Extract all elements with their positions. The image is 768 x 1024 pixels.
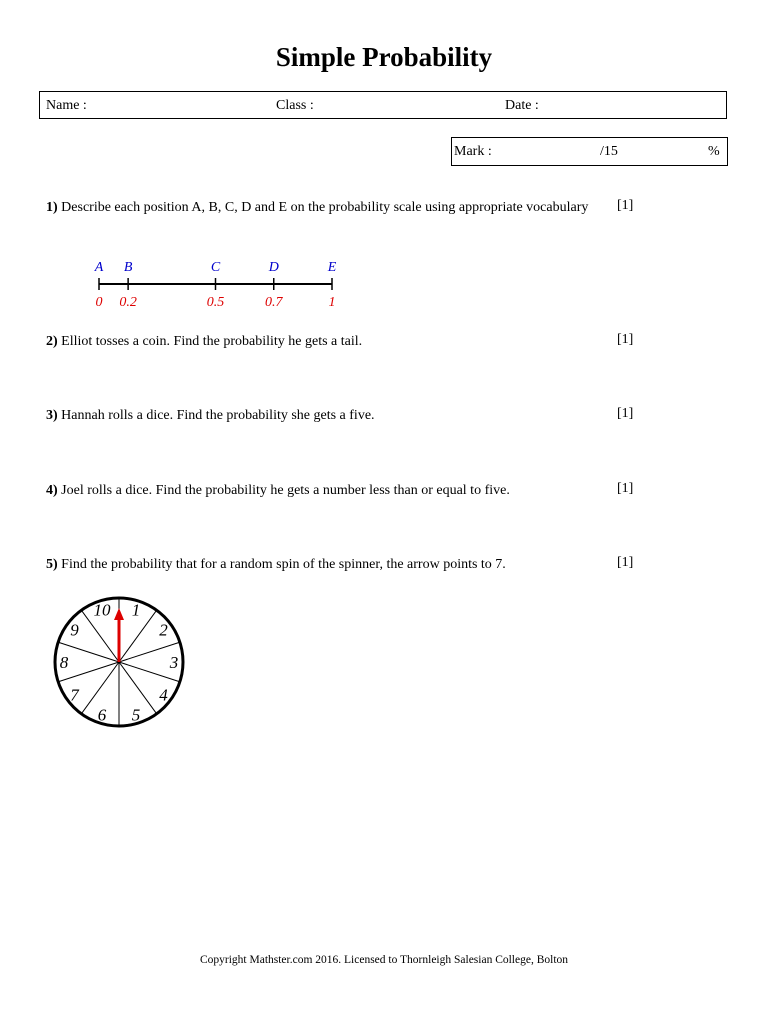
question-4-marks: [1] bbox=[617, 481, 634, 496]
spinner-label-4: 4 bbox=[159, 685, 168, 705]
spinner bbox=[47, 594, 193, 730]
page-title: Simple Probability bbox=[275, 42, 493, 72]
question-2-marks: [1] bbox=[617, 332, 634, 347]
question-text: Elliot tosses a coin. Find the probability he gets a tail. bbox=[61, 334, 363, 349]
spinner-label-10: 10 bbox=[93, 600, 111, 620]
spinner-label-9: 9 bbox=[70, 620, 79, 640]
scale-letter-b: B bbox=[123, 260, 133, 275]
copyright-footer: Copyright Mathster.com 2016. Licensed to Thornleigh Salesian College, Bolton bbox=[199, 954, 569, 966]
mark-total: /15 bbox=[600, 144, 618, 159]
question-number: 5) bbox=[46, 557, 58, 572]
question-5-marks: [1] bbox=[617, 555, 634, 570]
spinner-label-8: 8 bbox=[59, 653, 69, 672]
scale-value: 0.2 bbox=[119, 295, 137, 310]
question-5 bbox=[46, 555, 591, 574]
question-3 bbox=[46, 406, 591, 425]
question-number: 2) bbox=[46, 334, 58, 349]
scale-letter-d: D bbox=[268, 260, 279, 275]
date-label: Date : bbox=[505, 98, 539, 113]
scale-value: 0.5 bbox=[206, 295, 225, 310]
question-text: Hannah rolls a dice. Find the probability she gets a five. bbox=[61, 408, 375, 423]
question-4 bbox=[46, 481, 591, 500]
scale-letter-e: E bbox=[327, 260, 337, 275]
name-label: Name : bbox=[46, 98, 87, 113]
student-info-box bbox=[39, 91, 727, 119]
scale-value: 0 bbox=[95, 295, 103, 310]
mark-box bbox=[451, 137, 728, 166]
spinner-label-7: 7 bbox=[70, 685, 79, 705]
scale-value: 0.7 bbox=[265, 295, 283, 310]
mark-percent: % bbox=[708, 144, 720, 159]
spinner-label-6: 6 bbox=[97, 705, 107, 725]
spinner-label-1: 1 bbox=[131, 600, 141, 620]
arrow-head bbox=[114, 608, 124, 620]
probability-scale bbox=[80, 254, 350, 314]
question-number: 1) bbox=[46, 200, 58, 215]
class-label: Class : bbox=[276, 98, 314, 113]
spinner-arrow bbox=[114, 608, 124, 662]
scale-value: 1 bbox=[328, 295, 336, 310]
mark-label: Mark : bbox=[454, 144, 492, 159]
question-2 bbox=[46, 332, 591, 351]
question-number: 3) bbox=[46, 408, 58, 423]
question-1 bbox=[46, 198, 591, 217]
question-text: Joel rolls a dice. Find the probability he gets a number less than or equal to five. bbox=[61, 483, 510, 498]
spinner-label-2: 2 bbox=[159, 620, 168, 640]
question-3-marks: [1] bbox=[617, 406, 634, 421]
question-number: 4) bbox=[46, 483, 58, 498]
scale-letter-a: A bbox=[94, 260, 104, 275]
question-1-marks: [1] bbox=[617, 198, 634, 213]
question-text: Describe each position A, B, C, D and E on the probability scale using appropriate vocabulary bbox=[61, 200, 589, 215]
spinner-label-5: 5 bbox=[131, 705, 141, 725]
question-text: Find the probability that for a random spin of the spinner, the arrow points to 7. bbox=[61, 557, 506, 572]
spinner-label-3: 3 bbox=[169, 653, 179, 672]
scale-letter-c: C bbox=[210, 260, 221, 275]
